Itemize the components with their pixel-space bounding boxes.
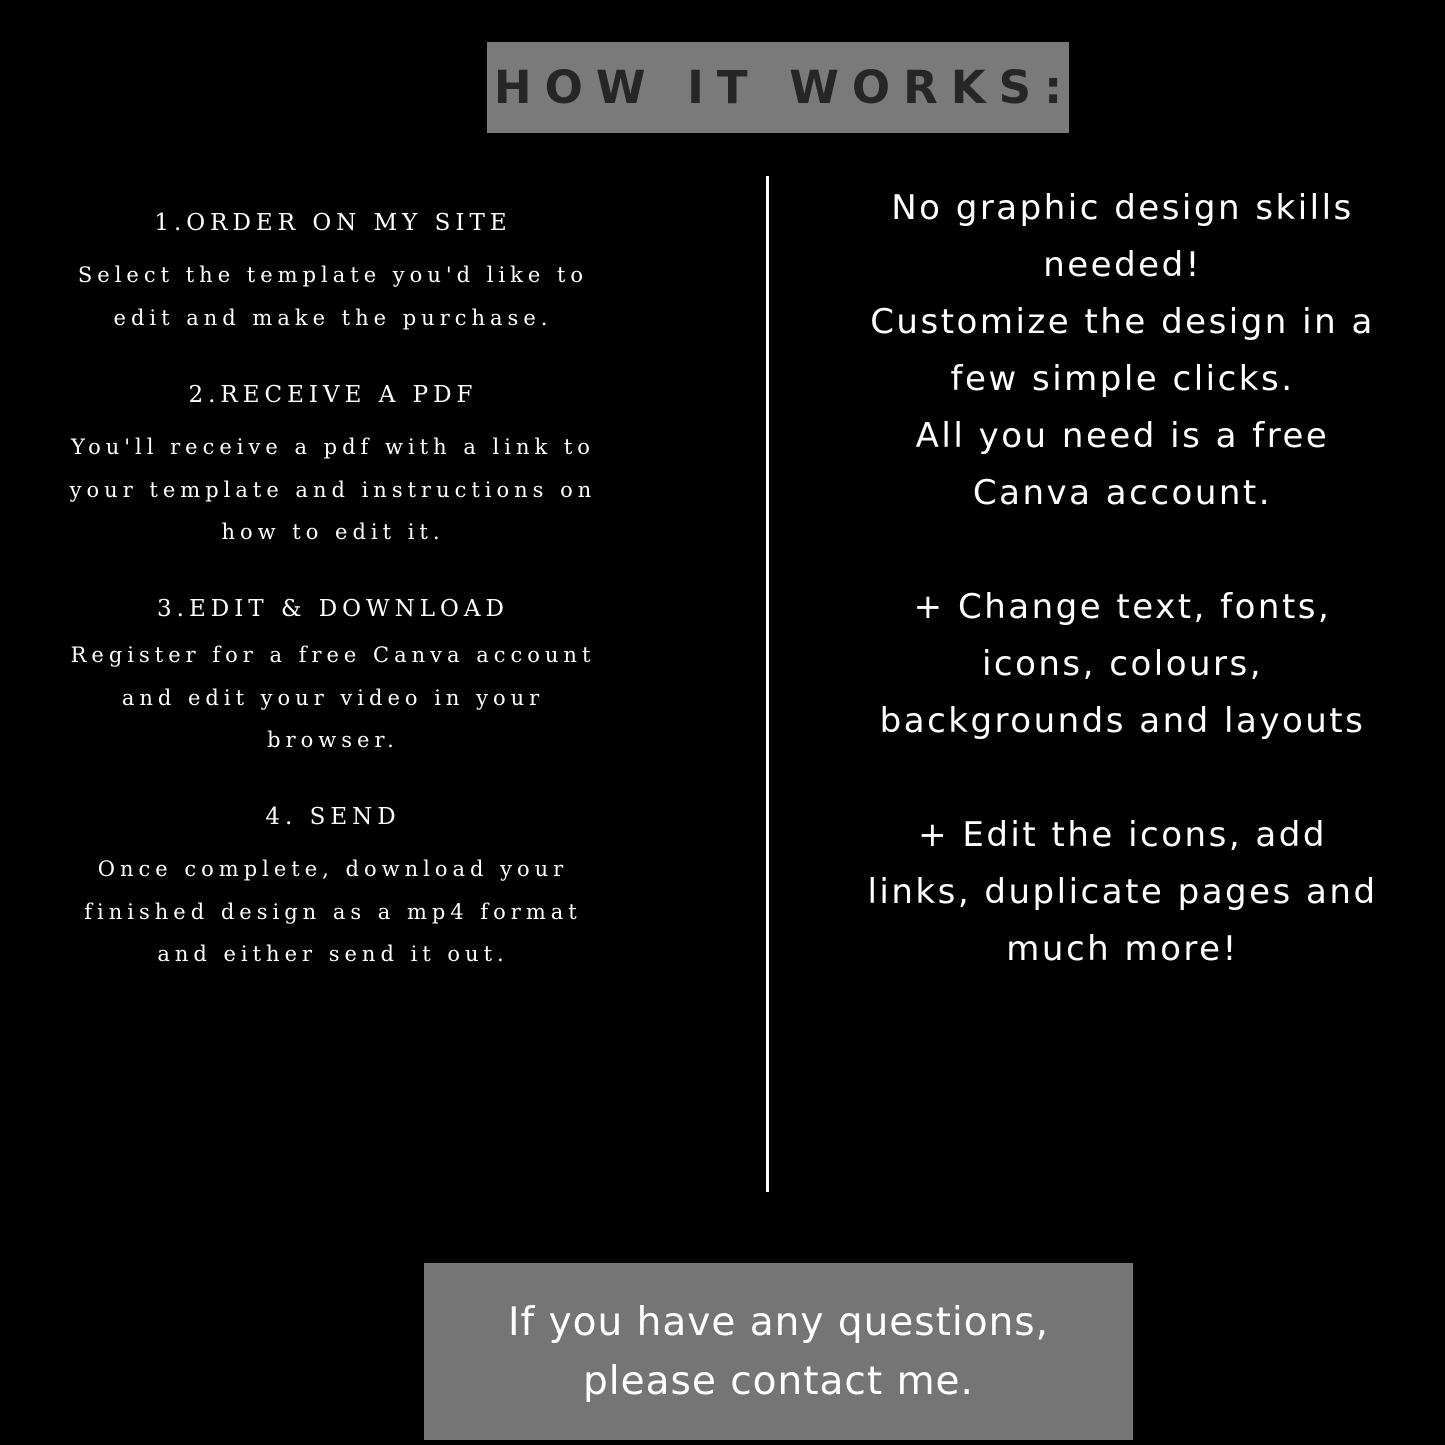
info-intro: No graphic design skills needed! Customize the design in a few simple clicks. All you need is a free Canva account. — [870, 188, 1375, 513]
info-feature-1: + Change text, fonts, icons, colours, backgrounds and layouts — [879, 587, 1366, 741]
step-4-heading: 4. SEND — [265, 804, 401, 830]
step-2-body: You'll receive a pdf with a link to your template and instructions on how to edit it. — [69, 435, 597, 544]
contact-text: If you have any questions, please contact me. — [507, 1299, 1050, 1404]
info-feature-2: + Edit the icons, add links, duplicate pages and much more! — [867, 815, 1378, 969]
step-1-body: Select the template you'd like to edit and make the purchase. — [77, 263, 589, 330]
step-2-heading: 2.RECEIVE A PDF — [188, 382, 478, 408]
step-3-body: Register for a free Canva account and edit your video in your browser. — [70, 643, 596, 752]
step-3-heading: 3.EDIT & DOWNLOAD — [157, 596, 509, 622]
column-divider — [766, 176, 769, 1192]
steps-column — [0, 0, 666, 1100]
step-4-body: Once complete, download your finished design as a mp4 format and either send it out. — [84, 857, 582, 966]
contact-banner — [424, 1263, 1133, 1440]
step-1-heading: 1.ORDER ON MY SITE — [154, 210, 512, 236]
page-title: HOW IT WORKS: — [493, 61, 1076, 114]
info-column — [800, 180, 1445, 978]
